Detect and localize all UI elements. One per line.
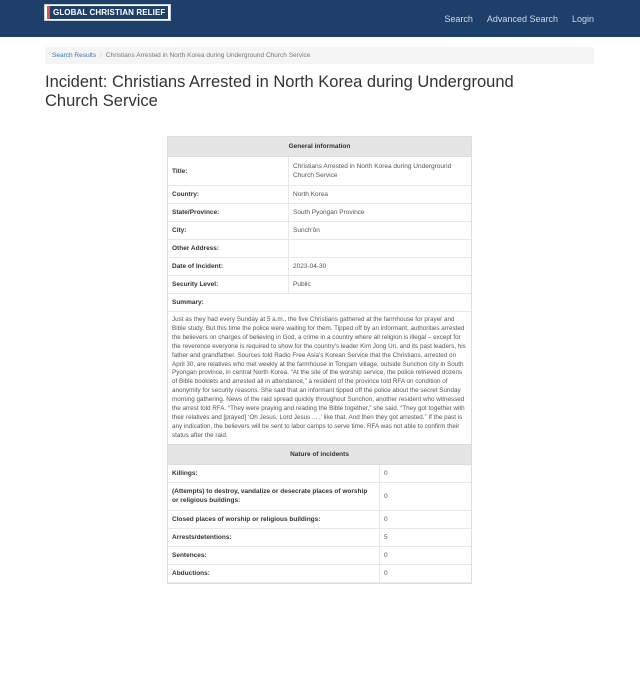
nav-search-link[interactable]: Search <box>444 13 473 24</box>
field-label: Date of Incident: <box>168 258 289 275</box>
info-row-security-level <box>168 276 471 294</box>
breadcrumb-search-results-link[interactable]: Search Results <box>52 52 97 59</box>
info-row-title <box>168 157 471 186</box>
nature-row-closed-places-of-worship <box>168 511 471 529</box>
field-value: 2023-04-30 <box>293 263 327 270</box>
field-label: Other Address: <box>168 240 289 257</box>
incident-details-table <box>167 136 472 584</box>
nav-links <box>430 0 594 37</box>
breadcrumb-separator: / <box>100 52 102 59</box>
field-value: Christians Arrested in North Korea during Underground Church Service <box>293 163 452 179</box>
field-value: North Korea <box>293 191 329 198</box>
top-navbar <box>0 0 640 37</box>
nature-value: 0 <box>384 569 388 577</box>
general-information-heading: General information <box>168 137 471 157</box>
nature-row-killings <box>168 465 471 483</box>
nature-value: 5 <box>384 533 388 541</box>
info-row-city <box>168 222 471 240</box>
nature-value: 0 <box>384 551 388 559</box>
field-value <box>289 240 471 257</box>
field-label: Title: <box>168 157 289 185</box>
breadcrumb-current: Christians Arrested in North Korea during Underground Church Service <box>105 52 311 59</box>
field-value: Sunch'ŏn <box>293 227 320 234</box>
nature-label: Killings: <box>168 465 380 482</box>
nature-label: Sentences: <box>168 547 380 564</box>
field-value: South Pyongan Province <box>293 209 365 216</box>
field-label: Security Level: <box>168 276 289 293</box>
nav-login-link[interactable]: Login <box>571 13 594 24</box>
info-row-state-province <box>168 204 471 222</box>
summary-label: Summary: <box>168 294 471 312</box>
nature-row-sentences <box>168 547 471 565</box>
page-title: Incident: Christians Arrested in North Korea during Underground Church Service <box>45 73 514 110</box>
nature-of-incidents-heading: Nature of incidents <box>168 445 471 465</box>
field-label: State/Province: <box>168 204 289 221</box>
nature-value: 0 <box>384 515 388 523</box>
brand-logo[interactable] <box>44 4 171 21</box>
nature-label: Arrests/detentions: <box>168 529 380 546</box>
nature-value: 0 <box>384 492 388 500</box>
nature-label: Abductions: <box>168 565 380 582</box>
info-row-other-address <box>168 240 471 258</box>
nature-label: Closed places of worship or religious buildings: <box>168 511 380 528</box>
nature-row-arrests-detentions <box>168 529 471 547</box>
brand-name: GLOBAL CHRISTIAN RELIEF <box>47 6 168 19</box>
nature-row-abductions <box>168 565 471 583</box>
field-value: Public <box>293 281 311 288</box>
summary-text: Just as they had every Sunday at 5 a.m., the five Christians gathered at the farmhouse for prayer and Bible study. But this time the police were waiting for them. Tipped off by an informant, authorities arrested the believers on charges of believing in God, a crime in a country where all religion is illegal – except for the reverence everyone is required to show for the country's leader Kim Jong Un, and its past leaders, his father and grandfather. Sources told Radio Free Asia's Korean Service that the Christians, arrested on April 30, are relatives who met weekly at the farmhouse in Tongam village, outside Sunchon city in South Pyongan province, in central North Korea. “At the site of the worship service, the police retrieved dozens of Bible booklets and arrested all in attendance,” a resident of the province told RFA on condition of anonymity for security reasons. She said that an informant tipped off the police about the secret Sunday morning gathering. News of the raid spread quickly throughout Sunchon, another resident who witnessed the arrest told RFA. “They were praying and reading the Bible together,” she said. “They got together with their relatives and [prayed] ‘Oh Jesus, Lord Jesus ... ,’ like that. And then they got arrested.” If the past is any indication, the believers will be sent to labor camps to serve time. RFA was not able to confirm their status after the raid. <box>168 312 471 445</box>
breadcrumb <box>45 47 594 64</box>
nature-row-destroy-places-of-worship <box>168 483 471 511</box>
info-row-country <box>168 186 471 204</box>
field-label: Country: <box>168 186 289 203</box>
field-label: City: <box>168 222 289 239</box>
info-row-date-of-incident <box>168 258 471 276</box>
nature-label: (Attempts) to destroy, vandalize or desecrate places of worship or religious buildings: <box>168 483 380 510</box>
nav-advanced-search-link[interactable]: Advanced Search <box>486 13 558 24</box>
nature-value: 0 <box>384 469 388 477</box>
